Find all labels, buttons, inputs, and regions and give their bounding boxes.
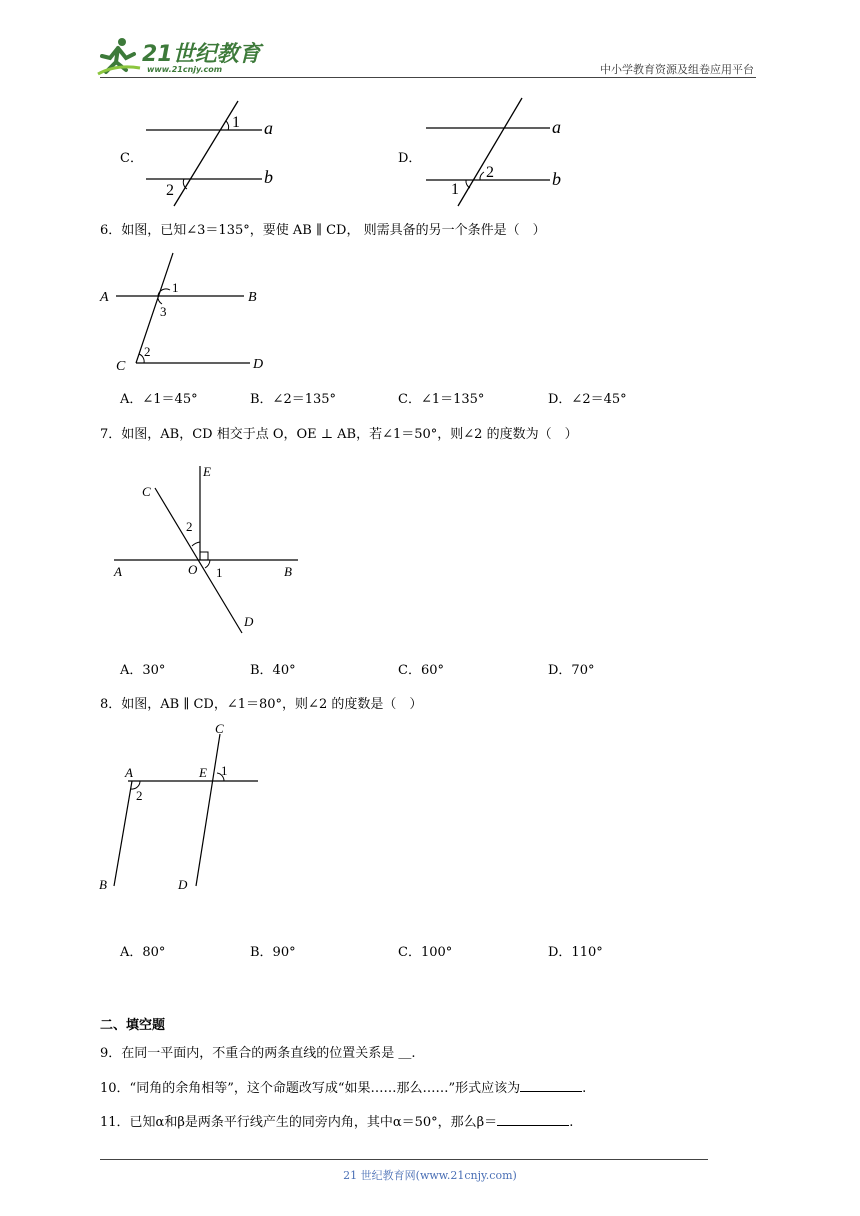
fig-d-num1: 1	[451, 181, 459, 198]
q7-diagram	[110, 458, 310, 638]
fig-d-b: b	[552, 169, 561, 189]
q10-end: .	[582, 1081, 587, 1096]
q8-label-D: D	[178, 877, 188, 892]
fig-c-num1: 1	[232, 114, 240, 131]
q11-text: 11．已知α和β是两条平行线产生的同旁内角，其中α＝50°，那么β＝	[100, 1115, 498, 1130]
q6-label-B: B	[248, 290, 257, 305]
q8-diagram	[96, 718, 276, 898]
q7-label-A: A	[114, 564, 122, 579]
q8-option-a[interactable]: A．80°	[120, 945, 166, 960]
q8-text: 8．如图，AB ∥ CD，∠1＝80°，则∠2 的度数是（ ）	[100, 697, 423, 712]
q10-answer-blank[interactable]	[520, 1079, 582, 1092]
q6-label-A: A	[100, 290, 109, 305]
q7-option-b[interactable]: B．40°	[250, 663, 296, 678]
fig-c-diagram	[140, 96, 290, 211]
q7-num2: 2	[186, 519, 193, 534]
logo-icon	[96, 34, 144, 80]
fig-c-label: C．	[120, 151, 143, 166]
q6-option-c[interactable]: C．∠1＝135°	[398, 392, 485, 407]
q6-diagram	[98, 248, 278, 378]
q8-option-c[interactable]: C．100°	[398, 945, 453, 960]
q7-label-B: B	[284, 564, 292, 579]
q6-label-C: C	[116, 359, 126, 374]
fig-d-diagram	[420, 94, 570, 209]
fig-c-a: a	[264, 118, 273, 138]
fig-c-b: b	[264, 167, 273, 187]
q7-label-C: C	[142, 484, 151, 499]
fig-c-num2: 2	[166, 182, 174, 199]
logo-url: www.21cnjy.com	[147, 65, 223, 74]
q11-end: .	[569, 1115, 574, 1130]
q10-text: 10．“同角的余角相等”，这个命题改写成“如果……那么……”形式应该为	[100, 1081, 521, 1096]
q8-label-E: E	[199, 765, 207, 780]
q6-num2: 2	[144, 344, 151, 359]
footer-text: 21 世纪教育网(www.21cnjy.com)	[343, 1169, 517, 1182]
q6-option-a[interactable]: A．∠1＝45°	[120, 392, 198, 407]
q7-label-D: D	[244, 614, 254, 629]
header-divider	[100, 77, 756, 78]
fig-d-a: a	[552, 117, 561, 137]
q9-text: 9．在同一平面内，不重合的两条直线的位置关系是 ＿.	[100, 1046, 416, 1061]
q7-num1: 1	[216, 565, 223, 580]
q8-label-A: A	[125, 765, 133, 780]
q8-num1: 1	[221, 763, 228, 778]
q8-label-B: B	[99, 877, 107, 892]
fig-d-label: D．	[398, 151, 422, 166]
q10-row	[100, 1077, 586, 1096]
q7-text: 7．如图，AB，CD 相交于点 O，OE ⊥ AB，若∠1＝50°，则∠2 的度数为（ ）	[100, 427, 578, 442]
q8-option-d[interactable]: D．110°	[548, 945, 603, 960]
q11-answer-blank[interactable]	[497, 1113, 569, 1126]
q6-num3: 3	[160, 304, 167, 319]
q11-row	[100, 1111, 573, 1130]
q7-option-c[interactable]: C．60°	[398, 663, 444, 678]
q7-option-d[interactable]: D．70°	[548, 663, 595, 678]
q8-option-b[interactable]: B．90°	[250, 945, 296, 960]
q6-option-d[interactable]: D．∠2＝45°	[548, 392, 627, 407]
q8-label-C: C	[215, 721, 224, 736]
q7-label-O: O	[188, 562, 198, 577]
q6-num1: 1	[172, 280, 179, 295]
q6-label-D: D	[253, 357, 264, 372]
logo-text: 21世纪教育	[142, 42, 261, 67]
q7-option-a[interactable]: A．30°	[120, 663, 166, 678]
q7-label-E: E	[203, 464, 211, 479]
q6-option-b[interactable]: B．∠2＝135°	[250, 392, 337, 407]
footer-divider	[100, 1159, 708, 1160]
q8-num2: 2	[136, 788, 143, 803]
fig-d-num2: 2	[486, 164, 494, 181]
header-platform-text: 中小学教育资源及组卷应用平台	[600, 63, 754, 76]
q6-text: 6．如图，已知∠3＝135°，要使 AB ∥ CD， 则需具备的另一个条件是（ ）	[100, 223, 546, 238]
section-heading-fill-in: 二、填空题	[100, 1018, 166, 1033]
